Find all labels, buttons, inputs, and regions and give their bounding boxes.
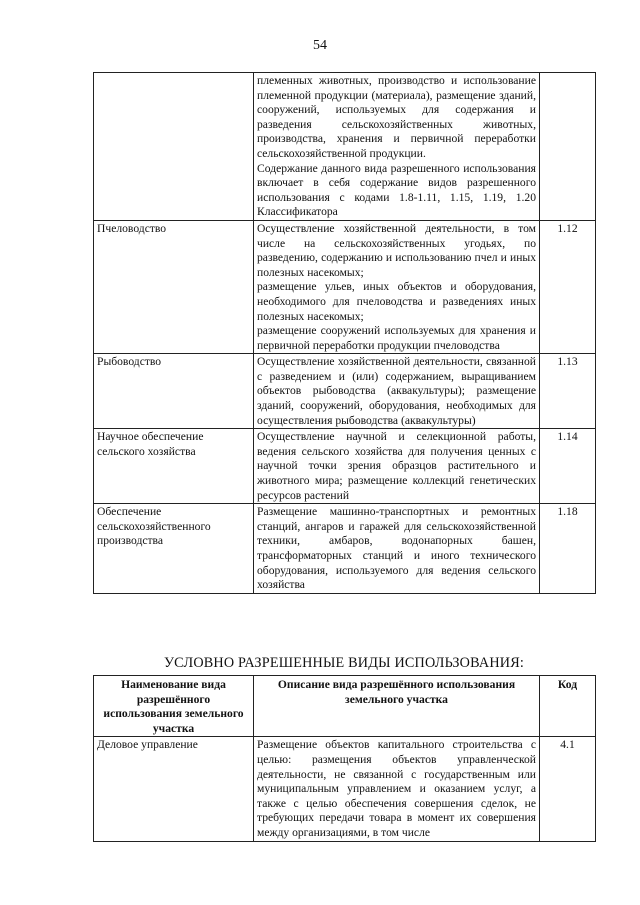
description-paragraph: Осуществление хозяйственной деятельности, в том числе на сельскохозяйственных угодьях, по разведению, содержанию и использованию пчел и иных полезных насекомых;	[257, 221, 536, 279]
table-header-row	[94, 676, 596, 737]
description-paragraph: размещение сооружений используемых для хранения и первичной переработки продукции пчеловодства	[257, 324, 536, 352]
use-description-cell	[254, 429, 540, 504]
description-paragraph: размещение ульев, иных объектов и оборудования, необходимого для пчеловодства и разведениях иных полезных насекомых;	[257, 280, 536, 323]
use-code-cell	[540, 73, 596, 221]
use-name-cell: Рыбоводство	[94, 354, 254, 429]
use-code-cell: 4.1	[540, 737, 596, 841]
table-row	[94, 737, 596, 841]
use-description-cell	[254, 220, 540, 353]
use-description-cell	[254, 504, 540, 594]
conditionally-permitted-uses-table	[93, 675, 596, 842]
description-paragraph: Осуществление хозяйственной деятельности, связанной с разведением и (или) содержанием, выращиванием объектов рыбоводства (аквакультуры); размещение зданий, сооружений, оборудования, необходимых для осуществления рыбоводства (аквакультуры)	[257, 355, 536, 427]
use-name-cell: Научное обеспечение сельского хозяйства	[94, 429, 254, 504]
description-paragraph: Содержание данного вида разрешенного использования включает в себя содержание видов разрешенного использования с кодами 1.8-1.11, 1.15, 1.19, 1.20 Классификатора	[257, 161, 536, 219]
section-title: УСЛОВНО РАЗРЕШЕННЫЕ ВИДЫ ИСПОЛЬЗОВАНИЯ:	[163, 655, 525, 671]
description-paragraph: Размещение объектов капитального строительства с целью: размещения объектов управленческой деятельности, не связанной с государственным или муниципальным управлением и оказанием услуг, а также с целью обеспечения совершения сделок, не требующих передачи товара в момент их совершения между организациями, в том числе	[257, 738, 536, 839]
description-paragraph: Осуществление научной и селекционной работы, ведения сельского хозяйства для получения ценных с научной точки зрения образцов растительного и животного мира; размещение коллекций генетических ресурсов растений	[257, 430, 536, 502]
column-header-code: Код	[540, 676, 596, 737]
table-row	[94, 220, 596, 353]
use-description-cell	[254, 737, 540, 841]
description-paragraph: племенных животных, производство и использование племенной продукции (материала), размещение зданий, сооружений, используемых для содержания и разведения сельскохозяйственных животных, производства, хранения и первичной переработки сельскохозяйственной продукции.	[257, 74, 536, 160]
column-header-name: Наименование вида разрешённого использования земельного участка	[94, 676, 254, 737]
use-name-cell	[94, 73, 254, 221]
use-description-cell	[254, 354, 540, 429]
use-code-cell: 1.14	[540, 429, 596, 504]
table-row	[94, 429, 596, 504]
table-row	[94, 504, 596, 594]
use-name-cell: Пчеловодство	[94, 220, 254, 353]
table-row	[94, 354, 596, 429]
use-code-cell: 1.18	[540, 504, 596, 594]
use-name-cell: Обеспечение сельскохозяйственного производства	[94, 504, 254, 594]
table-row	[94, 73, 596, 221]
use-code-cell: 1.13	[540, 354, 596, 429]
description-paragraph: Размещение машинно-транспортных и ремонтных станций, ангаров и гаражей для сельскохозяйственной техники, амбаров, водонапорных башен, трансформаторных станций и иного технического оборудования, используемого для ведения сельского хозяйства	[257, 505, 536, 592]
page-number: 54	[313, 38, 327, 53]
use-description-cell	[254, 73, 540, 221]
use-name-cell: Деловое управление	[94, 737, 254, 841]
use-code-cell: 1.12	[540, 220, 596, 353]
permitted-uses-table	[93, 72, 596, 594]
column-header-description: Описание вида разрешённого использования земельного участка	[254, 676, 540, 737]
